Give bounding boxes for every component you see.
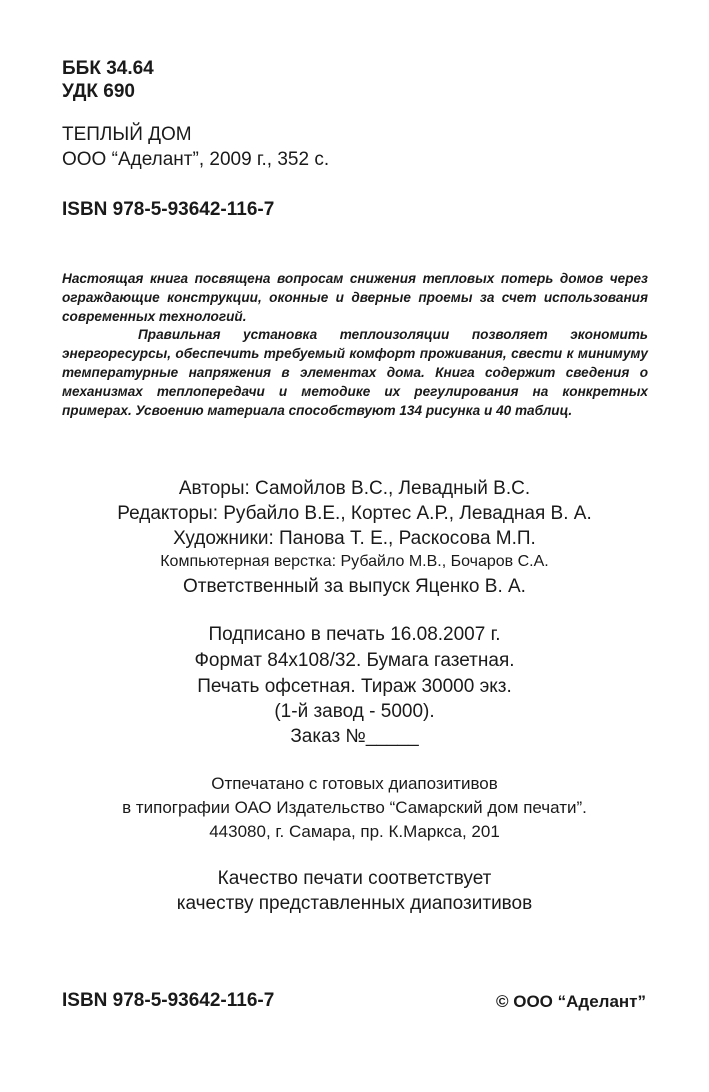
isbn-top: ISBN 978-5-93642-116-7 bbox=[62, 199, 275, 220]
udk-code: УДК 690 bbox=[62, 81, 135, 102]
print-run: Печать офсетная. Тираж 30000 экз. bbox=[197, 676, 512, 697]
abstract bbox=[62, 270, 648, 420]
responsible-editor: Ответственный за выпуск Яценко В. А. bbox=[183, 576, 526, 597]
publisher-line: ООО “Аделант”, 2009 г., 352 с. bbox=[62, 149, 330, 170]
authors: Авторы: Самойлов В.С., Левадный В.С. bbox=[178, 478, 531, 499]
copyright: © ООО “Аделант” bbox=[495, 992, 646, 1011]
order-line: Заказ №_____ bbox=[290, 726, 419, 747]
printing-line-1: Отпечатано с готовых диапозитивов bbox=[211, 774, 498, 793]
artists: Художники: Панова Т. Е., Раскосова М.П. bbox=[173, 528, 536, 549]
batch-line: (1-й завод - 5000). bbox=[274, 701, 435, 722]
format-line: Формат 84х108/32. Бумага газетная. bbox=[194, 650, 515, 671]
quality-line-2: качеству представленных диапозитивов bbox=[176, 893, 533, 914]
quality-line-1: Качество печати соответствует bbox=[217, 868, 492, 889]
printing-line-2: в типографии ОАО Издательство “Самарский дом печати”. bbox=[122, 798, 587, 817]
editors: Редакторы: Рубайло В.Е., Кортес А.Р., Левадная В. А. bbox=[117, 503, 592, 524]
book-title: ТЕПЛЫЙ ДОМ bbox=[62, 124, 192, 145]
signed-date: Подписано в печать 16.08.2007 г. bbox=[208, 624, 501, 645]
layout-credit: Компьютерная верстка: Рубайло М.В., Бочаров С.А. bbox=[160, 553, 549, 570]
abstract-paragraph-1: Настоящая книга посвящена вопросам снижения тепловых потерь домов через ограждающие конструкции, оконные и дверные проемы за счет использования современных технологий. bbox=[62, 271, 648, 324]
bbk-code: ББК 34.64 bbox=[62, 58, 154, 79]
isbn-bottom: ISBN 978-5-93642-116-7 bbox=[62, 990, 275, 1011]
printing-address: 443080, г. Самара, пр. К.Маркса, 201 bbox=[209, 822, 500, 841]
abstract-paragraph-2: Правильная установка теплоизоляции позволяет экономить энергоресурсы, обеспечить требуемый комфорт проживания, свести к минимуму температурные напряжения в элементах дома. Книга содержит сведения о механизмах теплопередачи и методике их регулирования на конкретных примерах. Усвоению материала способствуют 134 рисунка и 40 таблиц. bbox=[62, 327, 648, 418]
